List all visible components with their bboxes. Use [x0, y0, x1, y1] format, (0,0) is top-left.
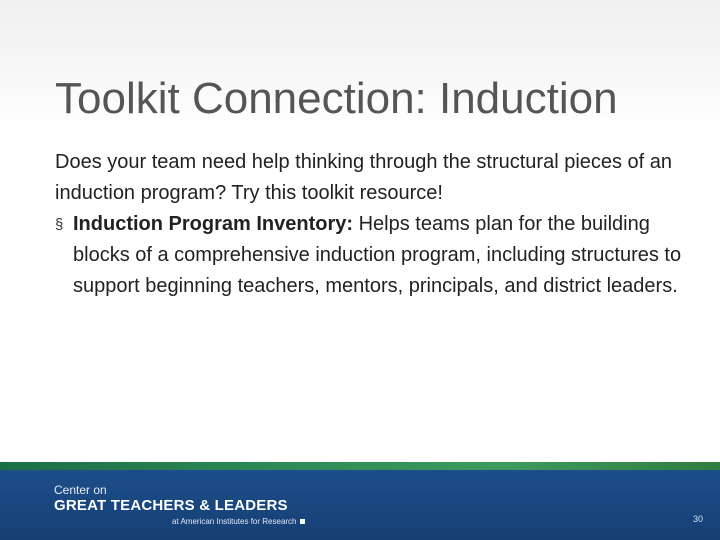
air-square-icon: [300, 519, 305, 524]
bullet-item: [55, 209, 685, 302]
logo-center-on: Center on: [54, 483, 107, 497]
bullet-marker: §: [55, 216, 64, 233]
footer-accent-line: [0, 462, 720, 470]
intro-paragraph: Does your team need help thinking through the structural pieces of an induction program? Try this toolkit resource!: [55, 151, 673, 204]
logo-org-name: GREAT TEACHERS & LEADERS: [54, 497, 288, 514]
slide-title: Toolkit Connection: Induction: [55, 74, 618, 123]
gtl-logo: [54, 483, 297, 526]
resource-description: Helps teams plan for the building blocks of a comprehensive induction program, including structures to support beginning teachers, mentors, principals, and district leaders.: [73, 213, 682, 297]
slide-body: [55, 147, 685, 302]
page-number: 30: [692, 514, 703, 524]
logo-air-text: at American Institutes for Research: [172, 517, 297, 526]
logo-air-line: [172, 517, 305, 527]
resource-name: Induction Program Inventory:: [73, 213, 354, 235]
